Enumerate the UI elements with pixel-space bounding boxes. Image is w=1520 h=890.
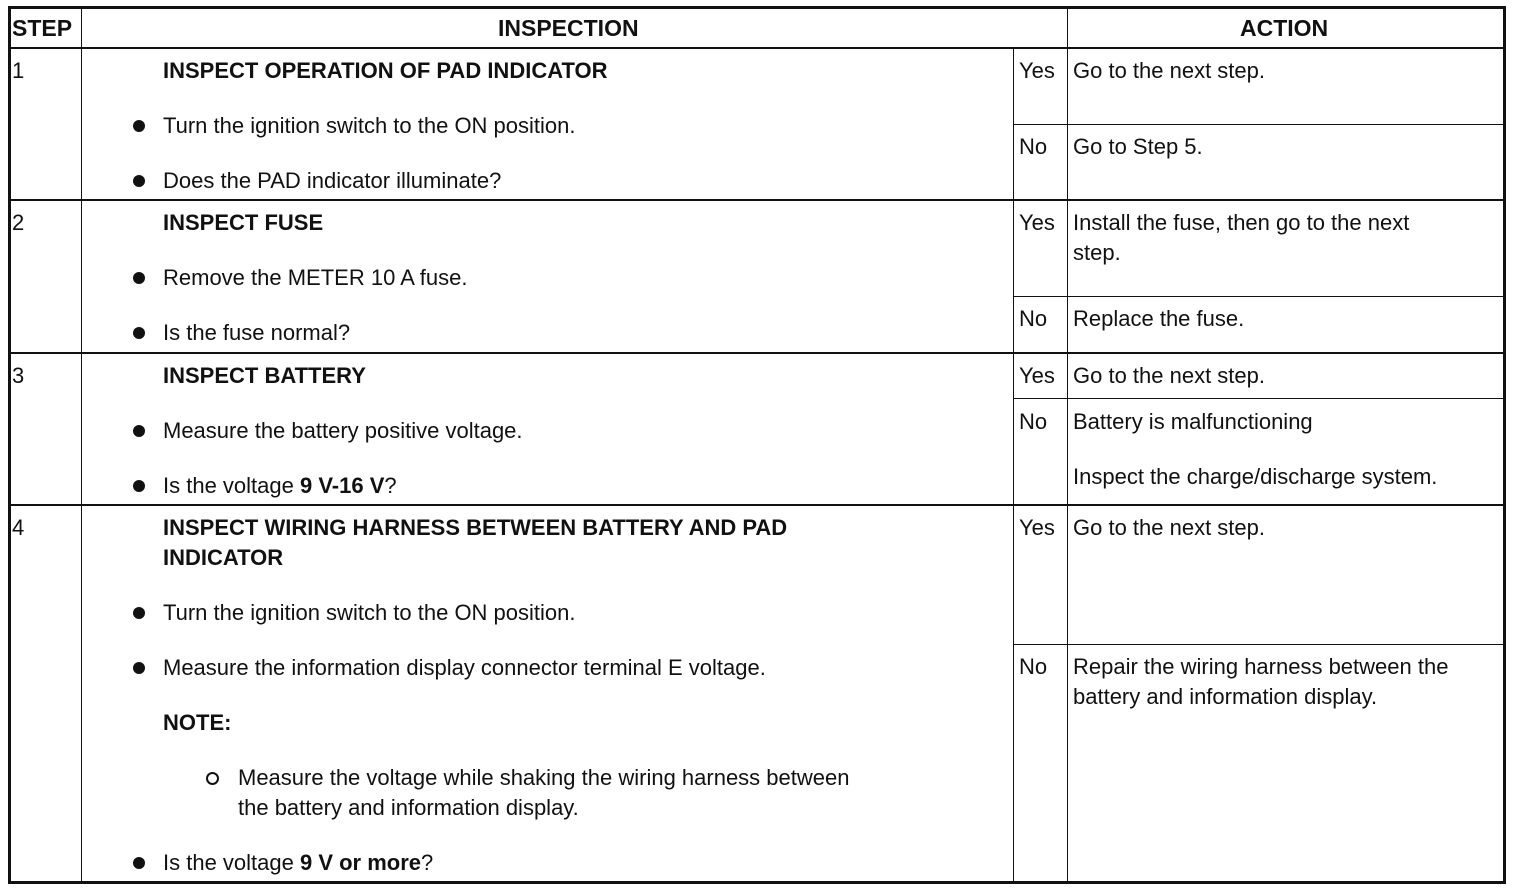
no-action: Go to Step 5. (1073, 134, 1203, 159)
note-text: Measure the voltage while shaking the wiring harness between (238, 765, 850, 790)
inspection-title: INSPECT BATTERY (163, 363, 366, 388)
bullet-icon (133, 120, 145, 132)
bullet-icon (133, 857, 145, 869)
bullet-icon (133, 607, 145, 619)
inspection-title: INSPECT OPERATION OF PAD INDICATOR (163, 58, 608, 83)
bullet-icon (133, 175, 145, 187)
no-label: No (1019, 306, 1048, 331)
inspection-question: Is the fuse normal? (163, 320, 351, 345)
yes-action: Go to the next step. (1073, 515, 1266, 540)
inspection-title: INDICATOR (163, 545, 284, 570)
yes-no-divider (1013, 296, 1506, 297)
bullet-icon (133, 327, 145, 339)
no-label: No (1019, 134, 1048, 159)
yes-no-divider (1013, 124, 1506, 125)
bullet-icon (133, 662, 145, 674)
yes-action: step. (1073, 240, 1121, 265)
yes-label: Yes (1019, 58, 1055, 83)
step-number: 2 (12, 210, 25, 235)
step-number: 3 (12, 363, 25, 388)
question-text: Is the voltage (163, 473, 300, 498)
header-inspection: INSPECTION (498, 15, 639, 41)
inspection-title: INSPECT FUSE (163, 210, 324, 235)
no-action: Inspect the charge/discharge system. (1073, 464, 1438, 489)
yes-action: Go to the next step. (1073, 58, 1266, 83)
yes-action: Go to the next step. (1073, 363, 1266, 388)
no-action: Battery is malfunctioning (1073, 409, 1313, 434)
no-label: No (1019, 409, 1048, 434)
step-number: 4 (12, 515, 25, 540)
yes-no-divider (1013, 398, 1506, 399)
no-action: battery and information display. (1073, 684, 1378, 709)
inspection-title: INSPECT WIRING HARNESS BETWEEN BATTERY AND PAD (163, 515, 788, 540)
answer-column-divider (1013, 48, 1014, 884)
header-step: STEP (12, 15, 73, 41)
inspection-item: Remove the METER 10 A fuse. (163, 265, 468, 290)
header-divider (8, 47, 1506, 49)
yes-label: Yes (1019, 515, 1055, 540)
yes-no-divider (1013, 644, 1506, 645)
action-column-divider (1067, 6, 1068, 884)
note-text: the battery and information display. (238, 795, 579, 820)
no-action: Replace the fuse. (1073, 306, 1245, 331)
question-mark: ? (384, 473, 397, 498)
sub-bullet-icon (206, 772, 219, 785)
inspection-question (163, 471, 397, 501)
no-label: No (1019, 654, 1048, 679)
bullet-icon (133, 480, 145, 492)
inspection-item: Measure the information display connector terminal E voltage. (163, 655, 766, 680)
inspection-item: Turn the ignition switch to the ON position. (163, 113, 576, 138)
no-action: Repair the wiring harness between the (1073, 654, 1449, 679)
header-action: ACTION (1240, 15, 1329, 41)
yes-label: Yes (1019, 363, 1055, 388)
inspection-item: Turn the ignition switch to the ON position. (163, 600, 576, 625)
question-text: Is the voltage (163, 850, 300, 875)
step-column-divider (81, 6, 82, 884)
note-label: NOTE: (163, 710, 232, 735)
row-divider (8, 504, 1506, 506)
inspection-question: Does the PAD indicator illuminate? (163, 168, 502, 193)
row-divider (8, 199, 1506, 201)
bullet-icon (133, 272, 145, 284)
yes-action: Install the fuse, then go to the next (1073, 210, 1410, 235)
inspection-item: Measure the battery positive voltage. (163, 418, 523, 443)
voltage-threshold: 9 V or more (299, 850, 422, 875)
voltage-range: 9 V-16 V (299, 473, 385, 498)
yes-label: Yes (1019, 210, 1055, 235)
bullet-icon (133, 425, 145, 437)
inspection-question (163, 848, 433, 878)
row-divider (8, 352, 1506, 354)
step-number: 1 (12, 58, 25, 83)
question-mark: ? (421, 850, 434, 875)
